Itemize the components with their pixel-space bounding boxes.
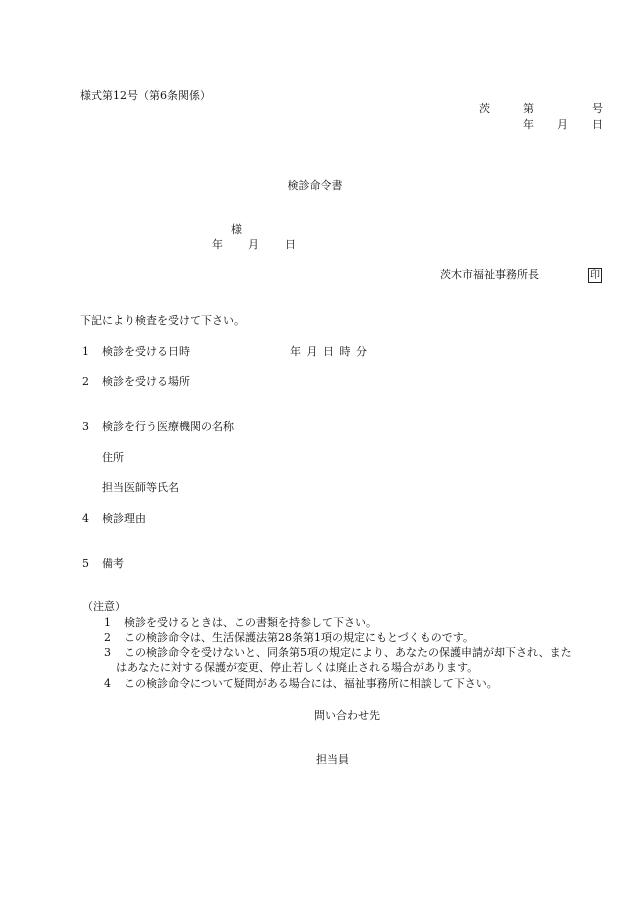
issue-date-row (0, 118, 630, 132)
doc-prefix: 茨 (479, 102, 490, 115)
recipient-day: 日 (285, 238, 296, 251)
recipient-sama: 様 (231, 223, 242, 236)
issue-day: 日 (592, 118, 603, 131)
note-3-text: この検診命令を受けないと、同条第5項の規定により、あなたの保護申請が却下され、また (124, 646, 572, 659)
note-3-number: 3 (104, 646, 111, 659)
doc-dai: 第 (523, 102, 534, 115)
form-number: 様式第12号（第6条関係） (80, 89, 211, 102)
note-2-number: 2 (104, 631, 111, 644)
doc-go: 号 (592, 102, 603, 115)
item-1-label: 検診を受ける日時 (102, 345, 190, 358)
recipient-date-row (0, 238, 630, 252)
note-4-number: 4 (104, 677, 111, 690)
item-3-number: 3 (82, 420, 89, 433)
item-address-label: 住所 (102, 451, 124, 464)
note-4-text: この検診命令について疑問がある場合には、福祉事務所に相談して下さい。 (124, 677, 498, 690)
item-4-label: 検診理由 (102, 512, 146, 525)
issue-year: 年 (523, 118, 534, 131)
item-1-value: 年 月 日 時 分 (290, 345, 367, 358)
issuer-name: 茨木市福祉事務所長 (440, 268, 539, 281)
item-2-label: 検診を受ける場所 (102, 375, 190, 388)
item-doctor-label: 担当医師等氏名 (102, 481, 179, 494)
recipient-month: 月 (248, 238, 259, 251)
document-number-row (0, 102, 630, 116)
item-5-label: 備考 (102, 557, 124, 570)
document-title: 検診命令書 (287, 179, 343, 192)
recipient-year: 年 (212, 238, 223, 251)
item-2-number: 2 (82, 375, 89, 388)
contact-person: 担当員 (316, 753, 349, 766)
item-4-number: 4 (82, 512, 89, 525)
note-1-text: 検診を受けるときは、この書類を持参して下さい。 (124, 616, 377, 629)
notes-heading: （注意） (82, 600, 126, 613)
item-3-label: 検診を行う医療機関の名称 (102, 420, 234, 433)
note-1-number: 1 (104, 616, 111, 629)
contact-label: 問い合わせ先 (314, 709, 380, 722)
intro-text: 下記により検査を受けて下さい。 (80, 314, 245, 327)
issue-month: 月 (557, 118, 568, 131)
seal-mark: 印 (590, 270, 600, 281)
note-2-text: この検診命令は、生活保護法第28条第1項の規定にもとづくものです。 (124, 631, 474, 644)
item-1-number: 1 (82, 345, 89, 358)
item-5-number: 5 (82, 557, 89, 570)
note-3-text-continued: はあなたに対する保護が変更、停止若しくは廃止される場合があります。 (116, 661, 479, 674)
